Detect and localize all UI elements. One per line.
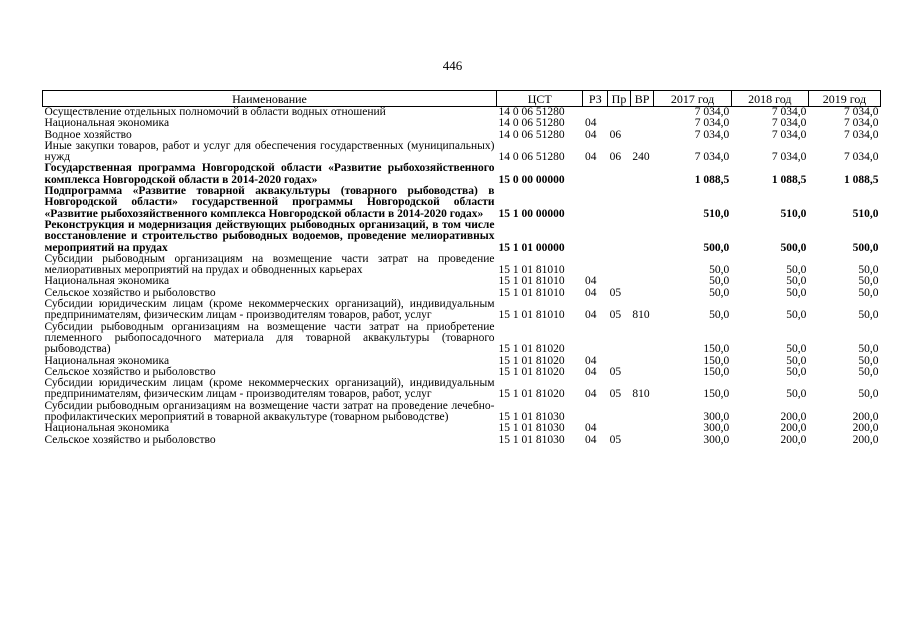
cell-rz: 04 [584,422,597,435]
cell-name: Субсидии рыбоводным организациям на возмещение части затрат на приобретение племенного рыбопосадочного материала для товарной аквакультуры (товарного рыбоводства) [44,320,495,356]
cell-2017: 510,0 [703,207,730,220]
cell-rz [583,220,608,254]
cell-2017: 50,0 [709,275,730,288]
header-2019: 2019 год [808,91,880,107]
cell-vr [630,186,654,220]
cell-2018: 50,0 [786,343,807,356]
cell-rz: 04 [584,151,597,164]
cell-cst: 15 1 01 81010 [498,309,565,322]
cell-2018: 7 034,0 [771,128,807,141]
table-header [43,91,881,107]
cell-vr: 810 [632,388,650,401]
cell-name: Иные закупки товаров, работ и услуг для обеспечения государственных (муниципальных) нужд [44,139,495,164]
cell-2018: 50,0 [786,275,807,288]
cell-rz: 04 [584,286,597,299]
cell-cst: 15 0 00 00000 [498,173,565,186]
header-name: Наименование [43,91,497,107]
cell-2017: 300,0 [703,411,730,424]
cell-pr: 05 [609,309,622,322]
table-body [43,107,881,446]
cell-pr [608,220,631,254]
cell-pr [608,322,631,356]
cell-vr: 810 [632,309,650,322]
cell-cst: 15 1 01 81020 [498,354,565,367]
cell-cst: 14 0 06 51280 [498,106,565,118]
cell-pr: 05 [609,433,622,446]
cell-2019: 510,0 [852,207,879,220]
cell-2019: 7 034,0 [844,106,879,118]
cell-2019: 7 034,0 [844,117,879,130]
cell-rz: 04 [584,275,597,288]
cell-rz [583,186,608,220]
cell-name: Субсидии юридическим лицам (кроме некоммерческих организаций), индивидуальным предпринимателям, физическим лицам - производителям товаров, работ, услуг [44,298,495,322]
cell-2018: 200,0 [780,411,807,424]
header-vr: ВР [630,91,654,107]
table-row [43,299,881,322]
cell-name: Государственная программа Новгородской области «Развитие рыбохозяйственного комплекса Новгородской области в 2014-2020 годах» [44,162,495,186]
cell-rz [583,163,608,186]
cell-pr [608,163,631,186]
cell-2018: 7 034,0 [771,106,807,118]
cell-pr: 06 [609,151,622,164]
cell-2019: 200,0 [852,433,879,446]
cell-2017: 7 034,0 [694,128,730,141]
cell-2019: 50,0 [858,343,879,356]
cell-2017: 1 088,5 [694,173,730,186]
cell-cst: 15 1 01 81020 [498,365,565,378]
cell-vr [630,220,654,254]
cell-vr [630,367,654,378]
cell-2018: 50,0 [786,309,807,322]
cell-2017: 7 034,0 [694,106,730,118]
cell-name: Национальная экономика [44,275,170,288]
cell-2019: 50,0 [858,365,879,378]
cell-pr: 05 [609,286,622,299]
cell-2019: 7 034,0 [844,151,879,164]
cell-pr [608,186,631,220]
cell-rz: 04 [584,365,597,378]
cell-cst: 15 1 01 81020 [498,343,565,356]
cell-name: Субсидии юридическим лицам (кроме некоммерческих организаций), индивидуальным предпринимателям, физическим лицам - производителям товаров, работ, услуг [44,377,495,401]
cell-2018: 1 088,5 [771,173,807,186]
cell-cst: 14 0 06 51280 [498,117,565,130]
cell-cst: 15 1 00 00000 [498,207,565,220]
cell-name: Сельское хозяйство и рыболовство [44,433,216,446]
cell-2018: 50,0 [786,354,807,367]
cell-2017: 7 034,0 [694,151,730,164]
budget-table [42,90,881,446]
table-row [43,141,881,164]
cell-cst: 14 0 06 51280 [498,151,565,164]
cell-name: Национальная экономика [44,354,170,367]
header-row [43,91,881,107]
cell-cst: 14 0 06 51280 [498,128,565,141]
cell-2019: 50,0 [858,264,879,277]
cell-2018: 200,0 [780,422,807,435]
header-cst: ЦСТ [497,91,583,107]
table-row [43,401,881,424]
cell-2019: 7 034,0 [844,128,879,141]
cell-rz: 04 [584,117,597,130]
cell-2017: 500,0 [703,241,730,254]
table-row [43,118,881,129]
cell-name: Осуществление отдельных полномочий в области водных отношений [44,106,386,118]
cell-name: Субсидии рыбоводным организациям на возмещение части затрат на проведение лечебно-профилактических мероприятий в товарной аквакультуре (товарном рыбоводстве) [44,399,495,424]
header-pr: Пр [608,91,631,107]
cell-2018: 50,0 [786,388,807,401]
header-rz: РЗ [583,91,608,107]
cell-2017: 150,0 [703,354,730,367]
cell-name: Водное хозяйство [44,128,132,141]
cell-rz [583,254,608,277]
cell-vr [630,163,654,186]
cell-vr [630,107,654,119]
cell-name: Национальная экономика [44,117,170,130]
cell-name: Субсидии рыбоводным организациям на возмещение части затрат на проведение мелиоративных мероприятий на прудах и обводненных карьерах [44,252,495,277]
cell-rz: 04 [584,354,597,367]
cell-2019: 50,0 [858,286,879,299]
cell-pr [608,423,631,434]
table-row [43,163,881,186]
cell-2019: 50,0 [858,309,879,322]
cell-cst: 15 1 01 81030 [498,433,565,446]
cell-rz: 04 [584,433,597,446]
cell-name: Сельское хозяйство и рыболовство [44,365,216,378]
cell-pr: 05 [609,388,622,401]
cell-2019: 50,0 [858,354,879,367]
header-2018: 2018 год [731,91,808,107]
cell-vr [630,130,654,141]
header-2017: 2017 год [654,91,731,107]
cell-2017: 300,0 [703,422,730,435]
cell-name: Реконструкция и модернизация действующих рыбоводных организаций, в том числе восстановление и строительство рыбоводных водоемов, проведение мелиоративных мероприятий на прудах [44,218,495,254]
cell-cst: 15 1 01 81020 [498,388,565,401]
cell-rz [583,322,608,356]
cell-2017: 150,0 [703,343,730,356]
cell-vr [630,288,654,299]
cell-vr [630,322,654,356]
table-row [43,423,881,434]
cell-name: Национальная экономика [44,422,170,435]
cell-rz [583,401,608,424]
cell-2018: 50,0 [786,264,807,277]
cell-vr [630,356,654,367]
cell-pr [608,401,631,424]
cell-2019: 50,0 [858,388,879,401]
cell-vr [630,401,654,424]
table-row [43,220,881,254]
cell-2018: 500,0 [780,241,807,254]
cell-cst: 15 1 01 81010 [498,275,565,288]
table-row [43,254,881,277]
cell-2018: 50,0 [786,365,807,378]
table-row [43,435,881,446]
cell-vr [630,254,654,277]
cell-2017: 150,0 [703,388,730,401]
cell-cst: 15 1 01 81030 [498,411,565,424]
cell-2019: 200,0 [852,422,879,435]
cell-rz: 04 [584,309,597,322]
cell-rz: 04 [584,388,597,401]
cell-2017: 50,0 [709,264,730,277]
cell-2018: 50,0 [786,286,807,299]
cell-vr [630,276,654,287]
cell-cst: 15 1 01 81010 [498,286,565,299]
cell-pr [608,118,631,129]
cell-2017: 50,0 [709,309,730,322]
cell-cst: 15 1 01 00000 [498,241,565,254]
cell-2018: 7 034,0 [771,117,807,130]
cell-pr: 06 [609,128,622,141]
table-row [43,186,881,220]
cell-2017: 50,0 [709,286,730,299]
cell-2019: 200,0 [852,411,879,424]
table-row [43,378,881,401]
cell-2018: 510,0 [780,207,807,220]
cell-2019: 50,0 [858,275,879,288]
cell-2018: 200,0 [780,433,807,446]
cell-2018: 7 034,0 [771,151,807,164]
cell-pr [608,254,631,277]
cell-vr [630,423,654,434]
page-number: 446 [442,58,463,73]
cell-vr [630,118,654,129]
cell-vr: 240 [632,151,650,164]
cell-cst: 15 1 01 81010 [498,264,565,277]
table-row [43,322,881,356]
cell-vr [630,435,654,446]
cell-rz: 04 [584,128,597,141]
cell-2017: 300,0 [703,433,730,446]
cell-name: Подпрограмма «Развитие товарной аквакультуры (товарного рыбоводства) в Новгородской области» государственной программы Новгородской области «Развитие рыбохозяйственного комплекса Новгородской области в 2014-2020 годах» [44,185,495,220]
cell-pr [608,107,631,119]
cell-2017: 7 034,0 [694,117,730,130]
cell-name: Сельское хозяйство и рыболовство [44,286,216,299]
cell-2019: 1 088,5 [844,173,879,186]
cell-2017: 150,0 [703,365,730,378]
cell-2019: 500,0 [852,241,879,254]
cell-pr: 05 [609,365,622,378]
cell-cst: 15 1 01 81030 [498,422,565,435]
